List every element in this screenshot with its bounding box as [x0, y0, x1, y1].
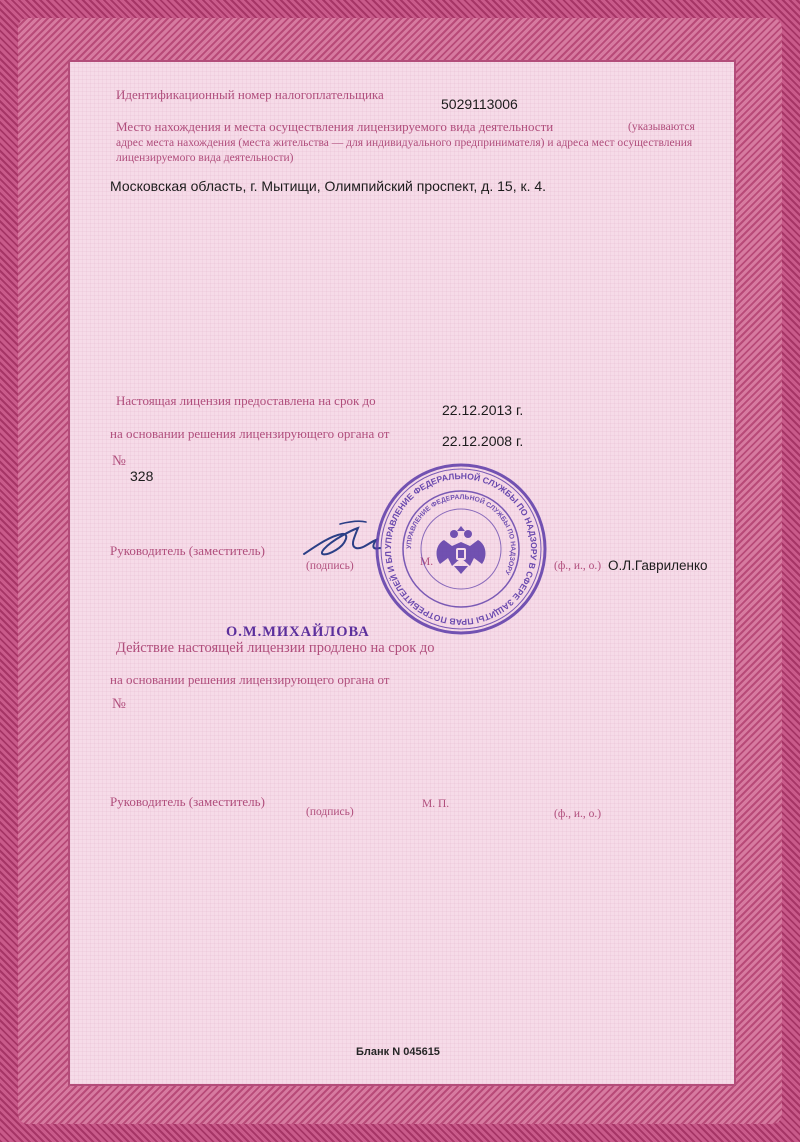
location-value: Московская область, г. Мытищи, Олимпийский проспект, д. 15, к. 4.: [110, 178, 547, 194]
term-number-label: №: [112, 453, 126, 469]
location-label-paren: (указываются: [628, 121, 695, 133]
signatory-2-fio-caption: (ф., и., о.): [554, 808, 602, 820]
location-label: Место нахождения и места осуществления лицензируемого вида деятельности: [116, 119, 554, 134]
signatory-1-name: О.Л.Гавриленко: [608, 558, 708, 573]
signatory-1-role-label: Руководитель (заместитель): [110, 543, 265, 558]
taxpayer-id-value: 5029113006: [441, 96, 518, 112]
term-basis-label: на основании решения лицензирующего органа от: [110, 426, 390, 441]
stamp-inner-text: УПРАВЛЕНИЕ ФЕДЕРАЛЬНОЙ СЛУЖБЫ ПО НАДЗОРУ: [405, 493, 517, 576]
term-label: Настоящая лицензия предоставлена на срок до: [116, 393, 376, 408]
location-label-line-3: лицензируемого вида деятельности): [116, 152, 294, 164]
signatory-1-mp: М.: [420, 556, 434, 568]
coat-of-arms-icon: [437, 526, 486, 574]
term-basis-date: 22.12.2008 г.: [442, 433, 524, 449]
term-number-value: 328: [130, 468, 154, 484]
extension-number-label: №: [112, 696, 126, 712]
taxpayer-id-label: Идентификационный номер налогоплательщика: [116, 87, 384, 102]
official-stamp: [374, 462, 548, 636]
blank-number: Бланк N 045615: [356, 1046, 440, 1058]
name-stamp: О.М.МИХАЙЛОВА: [226, 624, 370, 640]
term-until-date: 22.12.2013 г.: [442, 402, 524, 418]
stamp-ring-text: УПРАВЛЕНИЕ ФЕДЕРАЛЬНОЙ СЛУЖБЫ ПО НАДЗОРУ В СФЕРЕ ЗАЩИТЫ ПРАВ ПОТРЕБИТЕЛЕЙ И БЛ: [382, 470, 540, 628]
extension-basis-label: на основании решения лицензирующего органа от: [110, 672, 390, 687]
signatory-2-signature-caption: (подпись): [306, 806, 354, 818]
location-label-line-2: адрес места нахождения (места жительства — для индивидуального предпринимателя) и адреса мест осуществления: [116, 137, 693, 149]
extension-label: Действие настоящей лицензии продлено на срок до: [116, 640, 435, 656]
signatory-1-fio-caption: (ф., и., о.): [554, 560, 602, 572]
signatory-1-signature-caption: (подпись): [306, 560, 354, 572]
handwritten-signature: [296, 516, 386, 562]
signatory-2-role-label: Руководитель (заместитель): [110, 794, 265, 809]
signatory-2-mp: М. П.: [422, 798, 450, 810]
